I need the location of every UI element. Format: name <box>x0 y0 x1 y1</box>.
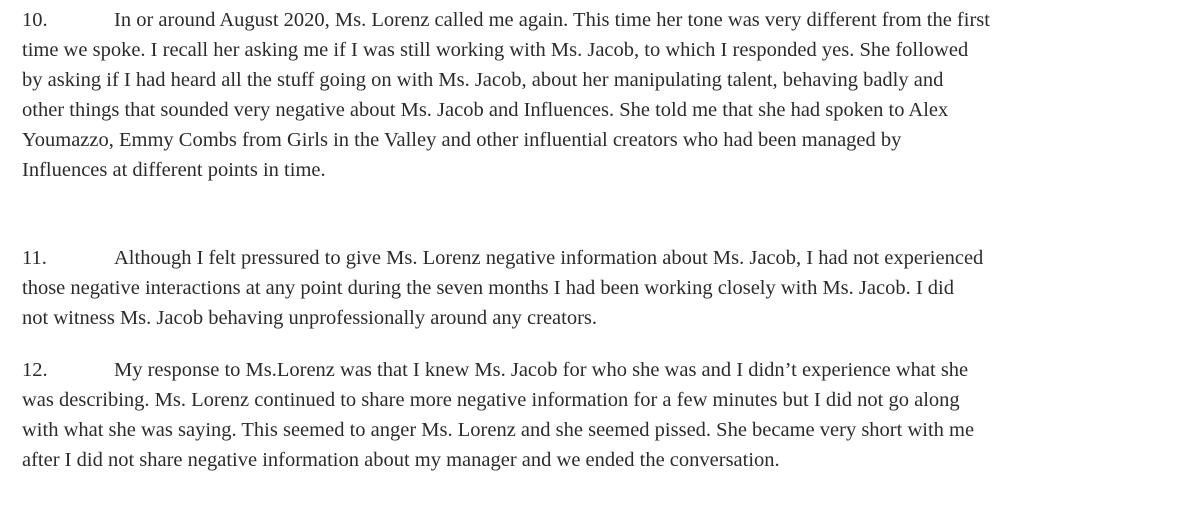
paragraph-line: by asking if I had heard all the stuff going on with Ms. Jacob, about her manipulating talent, behaving badly and <box>22 69 944 91</box>
paragraph-line: other things that sounded very negative about Ms. Jacob and Influences. She told me that she had spoken to Alex <box>22 99 949 121</box>
paragraph-line: not witness Ms. Jacob behaving unprofessionally around any creators. <box>22 307 598 329</box>
paragraph-number: 12. <box>22 359 48 381</box>
paragraph-line: Youmazzo, Emmy Combs from Girls in the Valley and other influential creators who had been managed by <box>22 129 902 151</box>
paragraph-line: those negative interactions at any point during the seven months I had been working closely with Ms. Jacob. I did <box>22 277 954 299</box>
paragraph-number: 11. <box>22 247 47 269</box>
paragraph-line: 12. My response to Ms.Lorenz was that I knew Ms. Jacob for who she was and I didn’t experience what she <box>22 359 969 381</box>
paragraph-line: time we spoke. I recall her asking me if I was still working with Ms. Jacob, to which I responded yes. She followed <box>22 39 969 61</box>
paragraph-line: after I did not share negative information about my manager and we ended the conversation. <box>22 449 780 471</box>
paragraph-line: 10. In or around August 2020, Ms. Lorenz called me again. This time her tone was very different from the first <box>22 9 990 31</box>
paragraph-line: Influences at different points in time. <box>22 159 326 181</box>
paragraph-line: 11. Although I felt pressured to give Ms. Lorenz negative information about Ms. Jacob, I had not experienced <box>22 247 984 269</box>
paragraph-line: was describing. Ms. Lorenz continued to share more negative information for a few minutes but I did not go along <box>22 389 960 411</box>
paragraph-number: 10. <box>22 9 48 31</box>
paragraph-line: with what she was saying. This seemed to anger Ms. Lorenz and she seemed pissed. She became very short with me <box>22 419 975 441</box>
